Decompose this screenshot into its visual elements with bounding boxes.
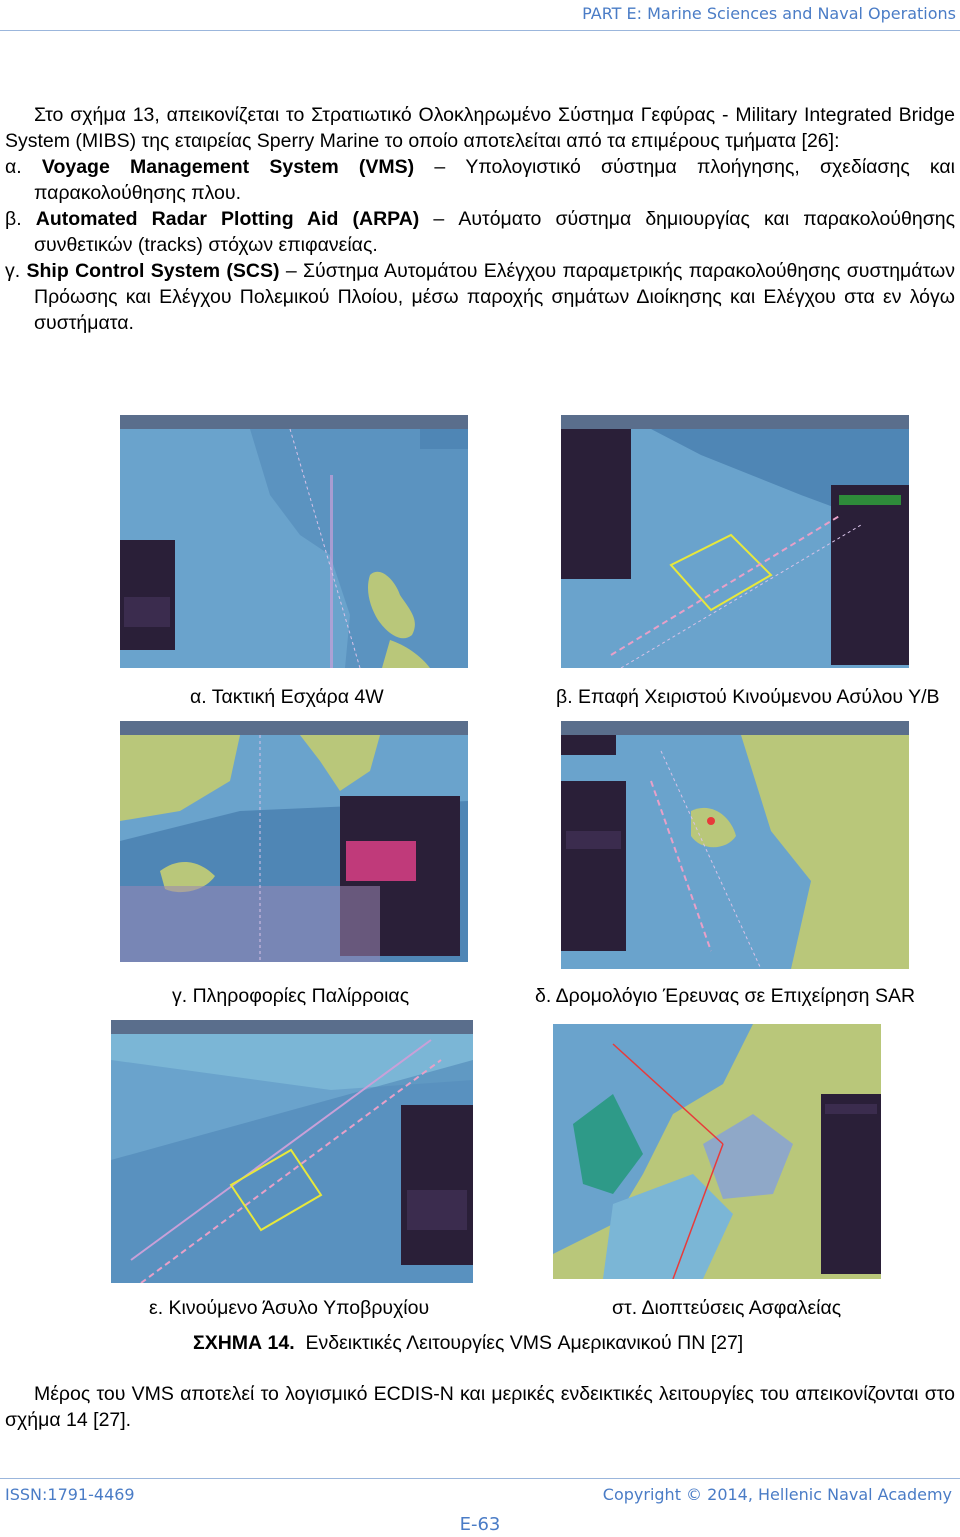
caption-d: δ. Δρομολόγιο Έρευνας σε Επιχείρηση SAR — [535, 985, 916, 1007]
ecdis-screenshot-tide-info — [120, 721, 468, 962]
ecdis-screenshot-sar-route — [561, 721, 909, 969]
footer-copyright: Copyright © 2014, Hellenic Naval Academy — [602, 1485, 952, 1504]
term-arpa: Automated Radar Plotting Aid (ARPA) — [35, 208, 420, 230]
footer-rule — [0, 1478, 960, 1479]
figure-label: ΣΧΗΜΑ 14. — [193, 1332, 295, 1354]
caption-b: β. Επαφή Χειριστού Κινούμενου Ασύλου Υ/Β — [556, 686, 940, 708]
list-item-arpa: β. Automated Radar Plotting Aid (ARPA) – Αυτόματο σύστημα δημιουργίας και παρακολούθησης συνθετικών (tracks) στόχων επιφανείας. — [5, 208, 956, 256]
caption-a: α. Τακτική Εσχάρα 4W — [190, 686, 384, 708]
ecdis-screenshot-submarine-haven-contact — [561, 415, 909, 668]
ecdis-screenshot-tactical-grid — [120, 415, 468, 668]
ecdis-screenshot-moving-haven — [111, 1020, 473, 1283]
figure-caption — [193, 1332, 743, 1355]
footer-issn: ISSN:1791-4469 — [5, 1485, 135, 1504]
figure-caption-text: Ενδεικτικές Λειτουργίες VMS Αμερικανικού ΠΝ [27] — [305, 1332, 744, 1354]
ecdis-screenshot-safety-bearings — [553, 1024, 881, 1279]
intro-lead: Στο σχήμα 13, απεικονίζεται το Στρατιωτικό Ολοκληρωμένο Σύστημα Γεφύρας - Military Integrated Bridge System (MIBS) της εταιρείας Sperry Marine το οποίο αποτελείται από τα επιμέρους τμήματα [26]: — [5, 104, 955, 152]
caption-e: ε. Κινούμενο Άσυλο Υποβρυχίου — [149, 1297, 430, 1319]
intro-section — [5, 102, 955, 336]
list-item-scs: γ. Ship Control System (SCS) – Σύστημα Αυτομάτου Ελέγχου παραμετρικής παρακολούθησης συστημάτων Πρόωσης και Ελέγχου Πολεμικού Πλοίου, μέσω παροχής σημάτων Διοίκησης και Ελέγχου στα εν λόγω συστήματα. — [5, 260, 955, 334]
term-vms: Voyage Management System (VMS) — [41, 156, 415, 178]
term-scs: Ship Control System (SCS) — [26, 260, 280, 282]
closing-paragraph: Μέρος του VMS αποτελεί το λογισμικό ECDIS-N και μερικές ενδεικτικές λειτουργίες του απεικονίζονται στο σχήμα 14 [27]. — [5, 1383, 955, 1431]
caption-f: στ. Διοπτεύσεις Ασφαλείας — [612, 1297, 842, 1319]
list-item-vms: α. Voyage Management System (VMS) – Υπολογιστικό σύστημα πλοήγησης, σχεδίασης και παρακολούθησης πλου. — [5, 156, 956, 204]
caption-c: γ. Πληροφορίες Παλίρροιας — [172, 985, 410, 1007]
page-number: E-63 — [459, 1514, 501, 1535]
header-rule — [0, 30, 960, 31]
running-header: PART E: Marine Sciences and Naval Operations — [582, 4, 956, 23]
